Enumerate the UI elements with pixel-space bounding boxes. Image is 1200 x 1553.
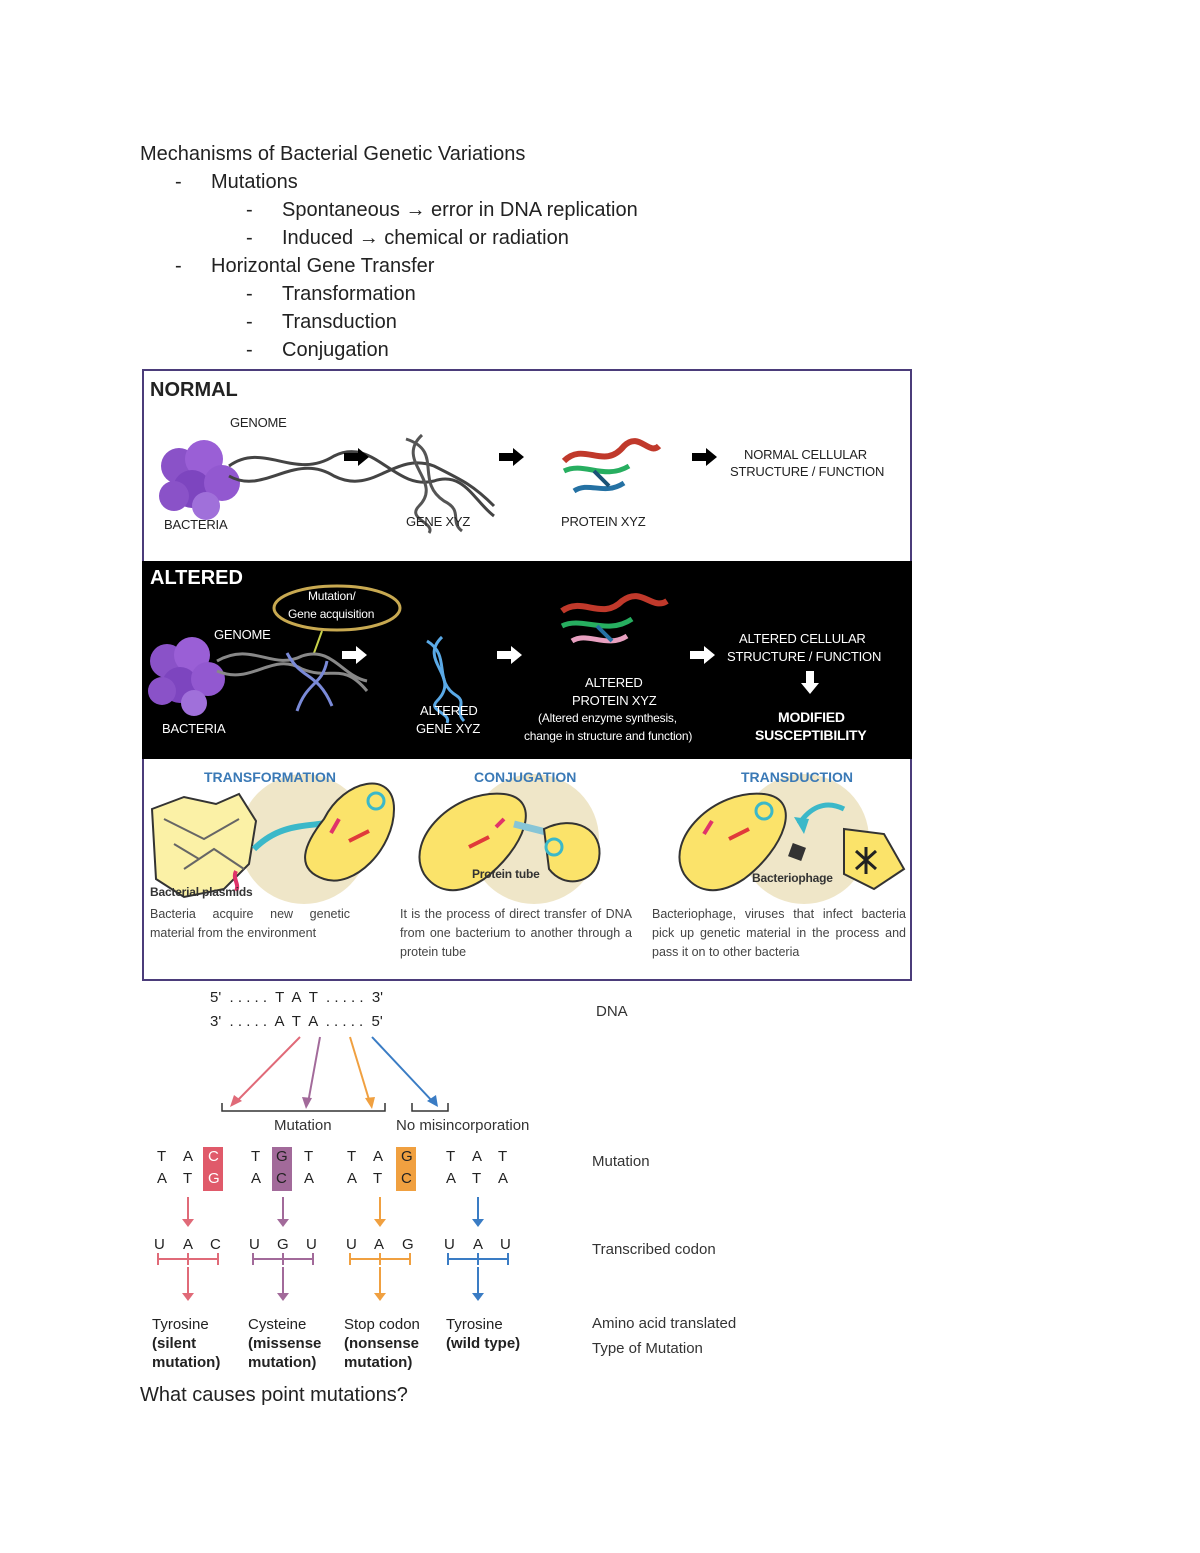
outline bbox=[140, 140, 940, 364]
base-mutated: G bbox=[401, 1148, 413, 1165]
arrow-right-icon bbox=[499, 448, 524, 466]
bacteria-cluster-icon bbox=[148, 637, 225, 716]
base: T bbox=[472, 1170, 482, 1187]
list-item: - Spontaneous → error in DNA replication bbox=[246, 196, 940, 224]
codon-base: U bbox=[500, 1236, 511, 1253]
mutation-group-label: Mutation bbox=[274, 1117, 332, 1134]
transformation-title: TRANSFORMATION bbox=[204, 769, 336, 785]
normal-panel bbox=[142, 369, 912, 561]
mutation-type: (silent bbox=[152, 1335, 197, 1352]
arrow-down-icon bbox=[801, 671, 819, 694]
base: A bbox=[157, 1170, 168, 1187]
list-item: - Transformation bbox=[246, 280, 940, 308]
base-mutated: C bbox=[401, 1170, 412, 1187]
altered-panel bbox=[142, 561, 912, 759]
codon-base: A bbox=[473, 1236, 484, 1253]
protein-ribbon-icon bbox=[564, 441, 659, 491]
bacteriophage-label: Bacteriophage bbox=[752, 871, 833, 885]
base: T bbox=[251, 1148, 261, 1165]
base: A bbox=[251, 1170, 262, 1187]
mutation-type: mutation) bbox=[248, 1354, 317, 1371]
base: A bbox=[373, 1148, 384, 1165]
outcome-line2: SUSCEPTIBILITY bbox=[755, 727, 867, 743]
transformation-description: Bacteria acquire new genetic material from the environment bbox=[150, 907, 350, 940]
codon-base: A bbox=[183, 1236, 194, 1253]
base-mutated: C bbox=[276, 1170, 287, 1187]
list-item: - Induced → chemical or radiation bbox=[246, 224, 940, 252]
dna-row-label: DNA bbox=[596, 1003, 628, 1020]
base-mutated: G bbox=[276, 1148, 288, 1165]
amino-acid-name: Tyrosine bbox=[152, 1316, 209, 1333]
codon-base: U bbox=[249, 1236, 260, 1253]
list-item-text: Transformation bbox=[282, 283, 416, 305]
protein-label-line3: (Altered enzyme synthesis, bbox=[538, 711, 677, 725]
bacteria-label: BACTERIA bbox=[164, 517, 228, 532]
bacteria-label: BACTERIA bbox=[162, 721, 226, 736]
protein-label-line2: PROTEIN XYZ bbox=[572, 693, 657, 708]
base: A bbox=[446, 1170, 457, 1187]
bubble-line2: Gene acquisition bbox=[288, 607, 375, 621]
amino-acid-row-label: Amino acid translated bbox=[592, 1315, 737, 1332]
mutation-row-label: Mutation bbox=[592, 1153, 650, 1170]
base: T bbox=[183, 1170, 193, 1187]
codon-row-label: Transcribed codon bbox=[592, 1241, 716, 1258]
gene-label-line2: GENE XYZ bbox=[416, 721, 481, 736]
gene-label-line1: ALTERED bbox=[420, 703, 478, 718]
base: T bbox=[347, 1148, 357, 1165]
result-line2: STRUCTURE / FUNCTION bbox=[727, 649, 882, 664]
codon-base: U bbox=[154, 1236, 165, 1253]
no-misincorporation-label: No misincorporation bbox=[396, 1117, 530, 1134]
list-item-text: Induced → chemical or radiation bbox=[282, 227, 569, 249]
protein-label-line1: ALTERED bbox=[585, 675, 643, 690]
list-item: - Conjugation bbox=[246, 336, 940, 364]
base-mutated: C bbox=[208, 1148, 219, 1165]
list-item-text: Mutations bbox=[211, 171, 298, 193]
codon-base: U bbox=[306, 1236, 317, 1253]
outcome-line1: MODIFIED bbox=[778, 709, 845, 725]
altered-title: ALTERED bbox=[150, 567, 243, 589]
base: A bbox=[347, 1170, 358, 1187]
list-item-text: Conjugation bbox=[282, 339, 389, 361]
result-line1: ALTERED CELLULAR bbox=[739, 631, 866, 646]
list-item-text: Horizontal Gene Transfer bbox=[211, 255, 435, 277]
codon-base: A bbox=[374, 1236, 385, 1253]
codon-base: G bbox=[402, 1236, 414, 1253]
list-item-text: Transduction bbox=[282, 311, 397, 333]
arrow-right-icon bbox=[692, 448, 717, 466]
amino-acid-result bbox=[344, 1315, 420, 1372]
transduction-description: Bacteriophage, viruses that infect bacteria pick up genetic material in the process and pass it on to other bacteria bbox=[652, 907, 906, 959]
amino-acid-name: Cysteine bbox=[248, 1316, 307, 1333]
base: A bbox=[304, 1170, 315, 1187]
protein-label: PROTEIN XYZ bbox=[561, 514, 646, 529]
mutation-type: (nonsense bbox=[344, 1335, 420, 1352]
base: T bbox=[373, 1170, 383, 1187]
protein-label-line4: change in structure and function) bbox=[524, 729, 693, 743]
result-line1: NORMAL CELLULAR bbox=[744, 447, 867, 462]
mutation-type: mutation) bbox=[152, 1354, 221, 1371]
normal-title: NORMAL bbox=[150, 379, 238, 401]
list-item-text: Spontaneous → error in DNA replication bbox=[282, 199, 638, 221]
amino-acid-result bbox=[152, 1315, 220, 1372]
amino-acid-name: Stop codon bbox=[344, 1316, 420, 1333]
mutation-type: (wild type) bbox=[446, 1335, 521, 1352]
list-item: - Horizontal Gene Transfer bbox=[175, 252, 940, 280]
arrow-right-icon bbox=[690, 646, 715, 664]
conjugation-description: It is the process of direct transfer of DNA from one bacterium to another through a protein tube bbox=[400, 907, 632, 959]
conjugation-title: CONJUGATION bbox=[474, 769, 577, 785]
genome-label: GENOME bbox=[230, 415, 287, 430]
base: A bbox=[472, 1148, 483, 1165]
list-item: - Transduction bbox=[246, 308, 940, 336]
altered-protein-icon bbox=[562, 596, 667, 641]
point-mutation-diagram bbox=[140, 985, 800, 1385]
outline-title: Mechanisms of Bacterial Genetic Variations bbox=[140, 143, 526, 165]
question-text: What causes point mutations? bbox=[140, 1384, 408, 1406]
base-mutated: G bbox=[208, 1170, 220, 1187]
result-line2: STRUCTURE / FUNCTION bbox=[730, 464, 885, 479]
codon-base: U bbox=[444, 1236, 455, 1253]
list-item: - Mutations bbox=[175, 168, 940, 196]
codon-base: U bbox=[346, 1236, 357, 1253]
amino-acid-name: Tyrosine bbox=[446, 1316, 503, 1333]
codon-base: C bbox=[210, 1236, 221, 1253]
mutation-type-row-label: Type of Mutation bbox=[592, 1340, 703, 1357]
amino-acid-result bbox=[248, 1315, 321, 1372]
base: A bbox=[498, 1170, 509, 1187]
bacteria-cluster-icon bbox=[159, 440, 240, 520]
gene-label: GENE XYZ bbox=[406, 514, 471, 529]
codon-base: G bbox=[277, 1236, 289, 1253]
conjugation-illustration bbox=[419, 774, 599, 904]
arrow-right-icon bbox=[497, 646, 522, 664]
dna-bottom-strand: 3' . . . . . A T A . . . . . 5' bbox=[210, 1013, 383, 1030]
bacterial-plasmids-label: Bacterial plasmids bbox=[150, 885, 253, 899]
genetic-variation-figure bbox=[142, 369, 912, 979]
base: T bbox=[304, 1148, 314, 1165]
arrow-right-icon bbox=[342, 646, 367, 664]
bubble-line1: Mutation/ bbox=[308, 589, 356, 603]
dna-top-strand: 5' . . . . . T A T . . . . . 3' bbox=[210, 989, 384, 1006]
protein-tube-label: Protein tube bbox=[472, 867, 540, 881]
base: T bbox=[446, 1148, 456, 1165]
base: T bbox=[498, 1148, 508, 1165]
horizontal-gene-transfer-panel bbox=[142, 759, 912, 981]
amino-acid-result bbox=[446, 1315, 520, 1353]
base: T bbox=[157, 1148, 167, 1165]
genome-label: GENOME bbox=[214, 627, 271, 642]
transduction-title: TRANSDUCTION bbox=[741, 769, 853, 785]
mutation-type: (missense bbox=[248, 1335, 322, 1352]
mutation-type: mutation) bbox=[344, 1354, 413, 1371]
base: A bbox=[183, 1148, 194, 1165]
